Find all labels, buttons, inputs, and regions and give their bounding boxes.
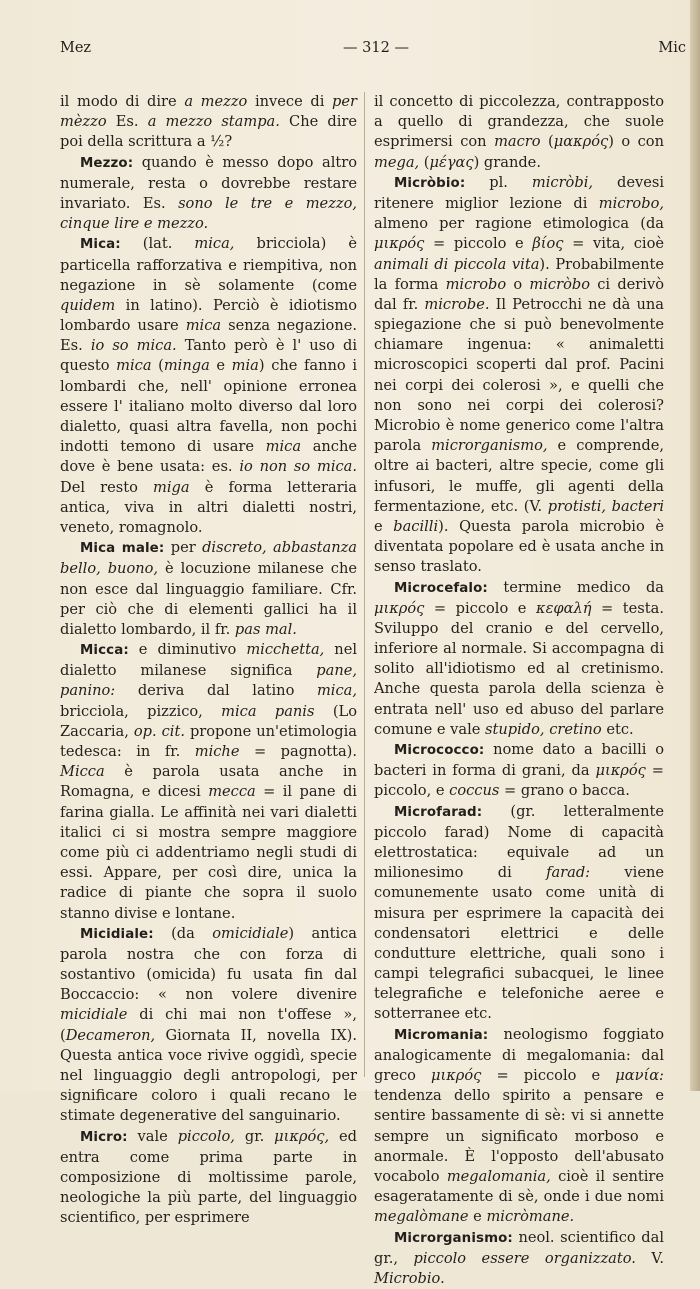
italic-text: mega,: [374, 154, 419, 171]
entry-text: Giornata II, novella IX). Questa antica voce rivive oggidì, specie nel linguaggio degli antropologi, per significare coloro i quali recano le stimate degenerative del sanguinario.: [60, 1027, 357, 1125]
entry-text: ci derivò dal fr.: [374, 276, 664, 313]
italic-text: mia: [232, 357, 259, 374]
italic-text: miche: [195, 743, 240, 760]
entry-text: e diminutivo: [129, 641, 247, 658]
entry-text: è parola usata anche in Romagna, e dicesi: [60, 763, 357, 800]
entry-text: anche dove è bene usata: es.: [60, 438, 357, 475]
italic-text: minga: [164, 357, 210, 374]
entry-text: Il Petrocchi ne dà una spiegazione che si può benevolmente chiamare ingenua: « animaletti microscopici scoperti dal prof. Pacini nei corpi dei colerosi », e quelli che non sono nei corpi dei colerosi? Microbio è nome generico come l'altra parola: [374, 296, 664, 454]
entry-text: = grano o bacca.: [499, 782, 630, 799]
italic-text: bacilli: [393, 518, 438, 535]
entry-headword: Microfarad:: [394, 805, 482, 820]
entry-text: termine medico da: [488, 579, 664, 596]
italic-text: micchetta,: [246, 641, 324, 658]
entry-text: viene comunemente usato come unità di misura per esprimere la capacità dei condensatori elettrici e delle condutture elettriche, quali sono i campi telegrafici subacquei, le linee telegrafiche e telefoniche aeree e sotterranee etc.: [374, 864, 664, 1022]
entry-text: gr.: [235, 1128, 274, 1145]
italic-text: io so mica.: [91, 337, 177, 354]
entry-text: bricciola, pizzico,: [60, 703, 221, 720]
italic-text: mecca: [208, 783, 256, 800]
entry-text: tendenza dello spirito a pensare e sentire bassamente di sè: vi si annette sempre un significato morboso e anormale. È l'opposto dell'abusato vocabolo: [374, 1087, 664, 1185]
entry-text: (lat.: [121, 235, 195, 252]
right-column: [374, 92, 664, 1077]
entry-text: devesi ritenere miglior lezione di: [374, 174, 664, 212]
entry-text: neologismo foggiato analogicamente di megalomania: dal greco: [374, 1026, 664, 1084]
entry-text: neol. scientifico dal gr.,: [374, 1229, 664, 1267]
italic-text: mica: [186, 317, 221, 334]
italic-text: μανία:: [615, 1067, 664, 1084]
italic-text: pas mal.: [235, 621, 297, 638]
italic-text: micidiale: [60, 1006, 127, 1023]
entry-text: = piccolo e: [424, 235, 532, 252]
italic-text: Microbio.: [374, 1270, 445, 1287]
continued-paragraph: [374, 92, 664, 173]
entry-text: ) antica parola nostra che con forza di sostantivo (omicida) fu usata fin dal Boccaccio: « non volere divenire: [60, 925, 357, 1004]
italic-text: μικρός: [374, 600, 424, 617]
italic-text: op. cit.: [134, 723, 185, 740]
italic-text: coccus: [449, 782, 499, 799]
entry-text: per: [164, 539, 202, 556]
italic-text: io non so mica.: [239, 458, 357, 475]
entry-text: quando è messo dopo altro numerale, resta o dovrebbe restare invariato. Es.: [60, 154, 357, 212]
italic-text: micròmane.: [486, 1208, 574, 1225]
dictionary-entry: [60, 924, 357, 1127]
italic-text: omicidiale: [212, 925, 288, 942]
italic-text: micròbi,: [532, 174, 593, 191]
italic-text: μικρός,: [274, 1128, 329, 1145]
italic-text: microbe.: [424, 296, 489, 313]
entry-text: nel dialetto milanese significa: [60, 641, 357, 679]
running-header: [60, 40, 692, 66]
italic-text: megalòmane: [374, 1208, 469, 1225]
header-right-word: Mic: [658, 40, 686, 56]
entry-text: = piccolo e: [424, 600, 536, 617]
header-left-word: Mez: [60, 40, 91, 56]
dictionary-entry: [60, 538, 357, 640]
entry-text: Es.: [107, 113, 148, 130]
entry-text: V.: [636, 1250, 664, 1267]
entry-text: = testa. Sviluppo del cranio e del cervello, inferiore al normale. Si accompagna di solito all'idiotismo ed al cretinismo. Anche questa parola della scienza è entrata nell' uso ed abuso del parlare comune e vale: [374, 600, 664, 738]
left-column: [60, 92, 357, 1077]
entry-headword: Microrganismo:: [394, 1231, 513, 1246]
entry-text: almeno per ragione etimologica (da: [374, 215, 664, 232]
italic-text: microrganismo,: [431, 437, 547, 454]
entry-headword: Microcefalo:: [394, 581, 488, 596]
entry-text: in latino). Perciò è idiotismo lombardo usare: [60, 297, 357, 334]
italic-text: pane, panino:: [60, 662, 357, 699]
entry-text: (gr. letteralmente piccolo farad) Nome di capacità elettrostatica: equivale ad un milionesimo di: [374, 803, 664, 882]
dictionary-entry: [60, 153, 357, 235]
entry-text: cioè il sentire esageratamente di sè, onde i due nomi: [374, 1168, 664, 1205]
dictionary-entry: [374, 740, 664, 802]
entry-text: e: [374, 518, 393, 535]
entry-text: pl.: [465, 174, 532, 191]
italic-text: per mèzzo: [60, 93, 357, 130]
italic-text: mica panis: [221, 703, 314, 720]
italic-text: mica: [116, 357, 151, 374]
page-edge: [690, 0, 700, 1091]
dictionary-entry: [60, 640, 357, 924]
entry-headword: Micca:: [80, 643, 129, 658]
entry-text: nome dato a bacilli o bacteri in forma di grani, da: [374, 741, 664, 779]
entry-headword: Micro:: [80, 1130, 128, 1145]
dictionary-entry: [374, 173, 664, 578]
entry-headword: Mica male:: [80, 541, 164, 556]
entry-text: Tanto però è l' uso di questo: [60, 337, 357, 374]
entry-text: (Lo Zaccaria,: [60, 703, 357, 740]
entry-text: il modo di dire: [60, 93, 184, 110]
italic-text: piccolo essere organizzato.: [413, 1250, 635, 1267]
italic-text: mica,: [194, 235, 234, 252]
entry-text: è forma letteraria antica, viva in altri dialetti nostri, veneto, romagnolo.: [60, 479, 357, 536]
entry-text: o: [506, 276, 529, 293]
italic-text: βίος: [532, 235, 563, 252]
italic-text: μακρός: [554, 133, 608, 150]
italic-text: animali di piccola vita: [374, 256, 539, 273]
dictionary-entry: [374, 1025, 664, 1228]
dictionary-entry: [374, 802, 664, 1025]
italic-text: microbo,: [599, 195, 664, 212]
italic-text: farad:: [546, 864, 590, 881]
italic-text: Decameron,: [66, 1027, 156, 1044]
column-divider: [364, 92, 365, 1077]
dictionary-entry: [374, 1228, 664, 1289]
entry-text: di chi mai non t'offese », (: [60, 1006, 357, 1043]
italic-text: κεφαλή: [536, 600, 591, 617]
entry-headword: Micrococco:: [394, 743, 484, 758]
entry-text: = piccolo, e: [374, 762, 664, 799]
entry-text: ed entra come prima parte in composizione di moltissime parole, neologiche la più parte, del linguaggio scientifico, per esprimere: [60, 1128, 357, 1227]
entry-text: senza negazione. Es.: [60, 317, 357, 354]
italic-text: μικρός: [374, 235, 424, 252]
entry-text: etc.: [602, 721, 634, 738]
continued-paragraph: [60, 92, 357, 153]
italic-text: μέγας: [430, 154, 474, 171]
entry-text: Del resto: [60, 479, 153, 496]
dictionary-entry: [60, 1127, 357, 1229]
entry-text: è locuzione milanese che non esce dal linguaggio familiare. Cfr. per ciò che di elementi gallici ha il dialetto lombardo, il fr.: [60, 560, 357, 638]
italic-text: sono le tre e mezzo, cinque lire e mezzo.: [60, 195, 357, 232]
italic-text: μικρός: [596, 762, 646, 779]
italic-text: μικρός: [431, 1067, 481, 1084]
italic-text: Micca: [60, 763, 105, 780]
italic-text: piccolo,: [178, 1128, 235, 1145]
dictionary-entry: [374, 578, 664, 741]
entry-headword: Micidiale:: [80, 927, 154, 942]
entry-headword: Mezzo:: [80, 156, 133, 171]
italic-text: macro: [494, 133, 540, 150]
italic-text: mica: [266, 438, 301, 455]
entry-text: = il pane di farina gialla. Le affinità nei vari dialetti italici ci si mostra sempre maggiore come più ci addentriamo negli studi di essi. Appare, per così dire, unica la radice di piante che sopra il suolo stanno divise e lontane.: [60, 783, 357, 921]
entry-text: = vita, cioè: [563, 235, 664, 252]
italic-text: microbo: [446, 276, 507, 293]
entry-text: bricciola) è particella rafforzativa e riempitiva, non negazione in sè solamente (come: [60, 235, 357, 293]
entry-text: = pagnotta).: [239, 743, 357, 760]
entry-headword: Micròbio:: [394, 176, 465, 191]
italic-text: protisti, bacteri: [548, 498, 664, 515]
entry-text: propone un'etimologia tedesca: in fr.: [60, 723, 357, 760]
entry-text: vale: [128, 1128, 178, 1145]
entry-text: il concetto di piccolezza, contrapposto a quello di grandezza, che suole esprimersi con: [374, 93, 664, 150]
italic-text: quidem: [60, 297, 115, 314]
entry-text: (: [541, 133, 554, 150]
italic-text: megalomania,: [447, 1168, 551, 1185]
entry-text: (da: [154, 925, 213, 942]
italic-text: a mezzo stampa.: [148, 113, 280, 130]
entry-text: e comprende, oltre ai bacteri, altre specie, come gli infusori, le muffe, gli agenti della fermentazione, etc. (V.: [374, 437, 664, 515]
italic-text: stupido, cretino: [485, 721, 602, 738]
entry-text: ) o con: [608, 133, 664, 150]
entry-headword: Mica:: [80, 237, 121, 252]
entry-text: ). Questa parola microbio è diventata popolare ed è usata anche in senso traslato.: [374, 518, 664, 575]
entry-text: (: [419, 154, 429, 171]
entry-text: e: [469, 1208, 487, 1225]
entry-text: ). Probabilmente la forma: [374, 256, 664, 293]
entry-text: ) che fanno i lombardi che, nell' opinione erronea essere l' italiano molto diverso dal loro dialetto, quasi altra favella, non pochi indotti temono di usare: [60, 357, 357, 455]
italic-text: miga: [153, 479, 190, 496]
dictionary-entry: [60, 234, 357, 538]
entry-text: invece di: [247, 93, 332, 110]
entry-text: (: [152, 357, 164, 374]
italic-text: a mezzo: [184, 93, 247, 110]
italic-text: mica,: [317, 682, 357, 699]
italic-text: discreto, abbastanza bello, buono,: [60, 539, 357, 577]
italic-text: micròbo: [529, 276, 590, 293]
entry-text: deriva dal latino: [115, 682, 317, 699]
entry-text: = piccolo e: [481, 1067, 615, 1084]
page-number: — 312 —: [60, 40, 692, 56]
entry-headword: Micromania:: [394, 1028, 488, 1043]
entry-text: e: [210, 357, 232, 374]
entry-text: Che dire poi della scrittura a ½?: [60, 113, 357, 150]
entry-text: ) grande.: [474, 154, 541, 171]
